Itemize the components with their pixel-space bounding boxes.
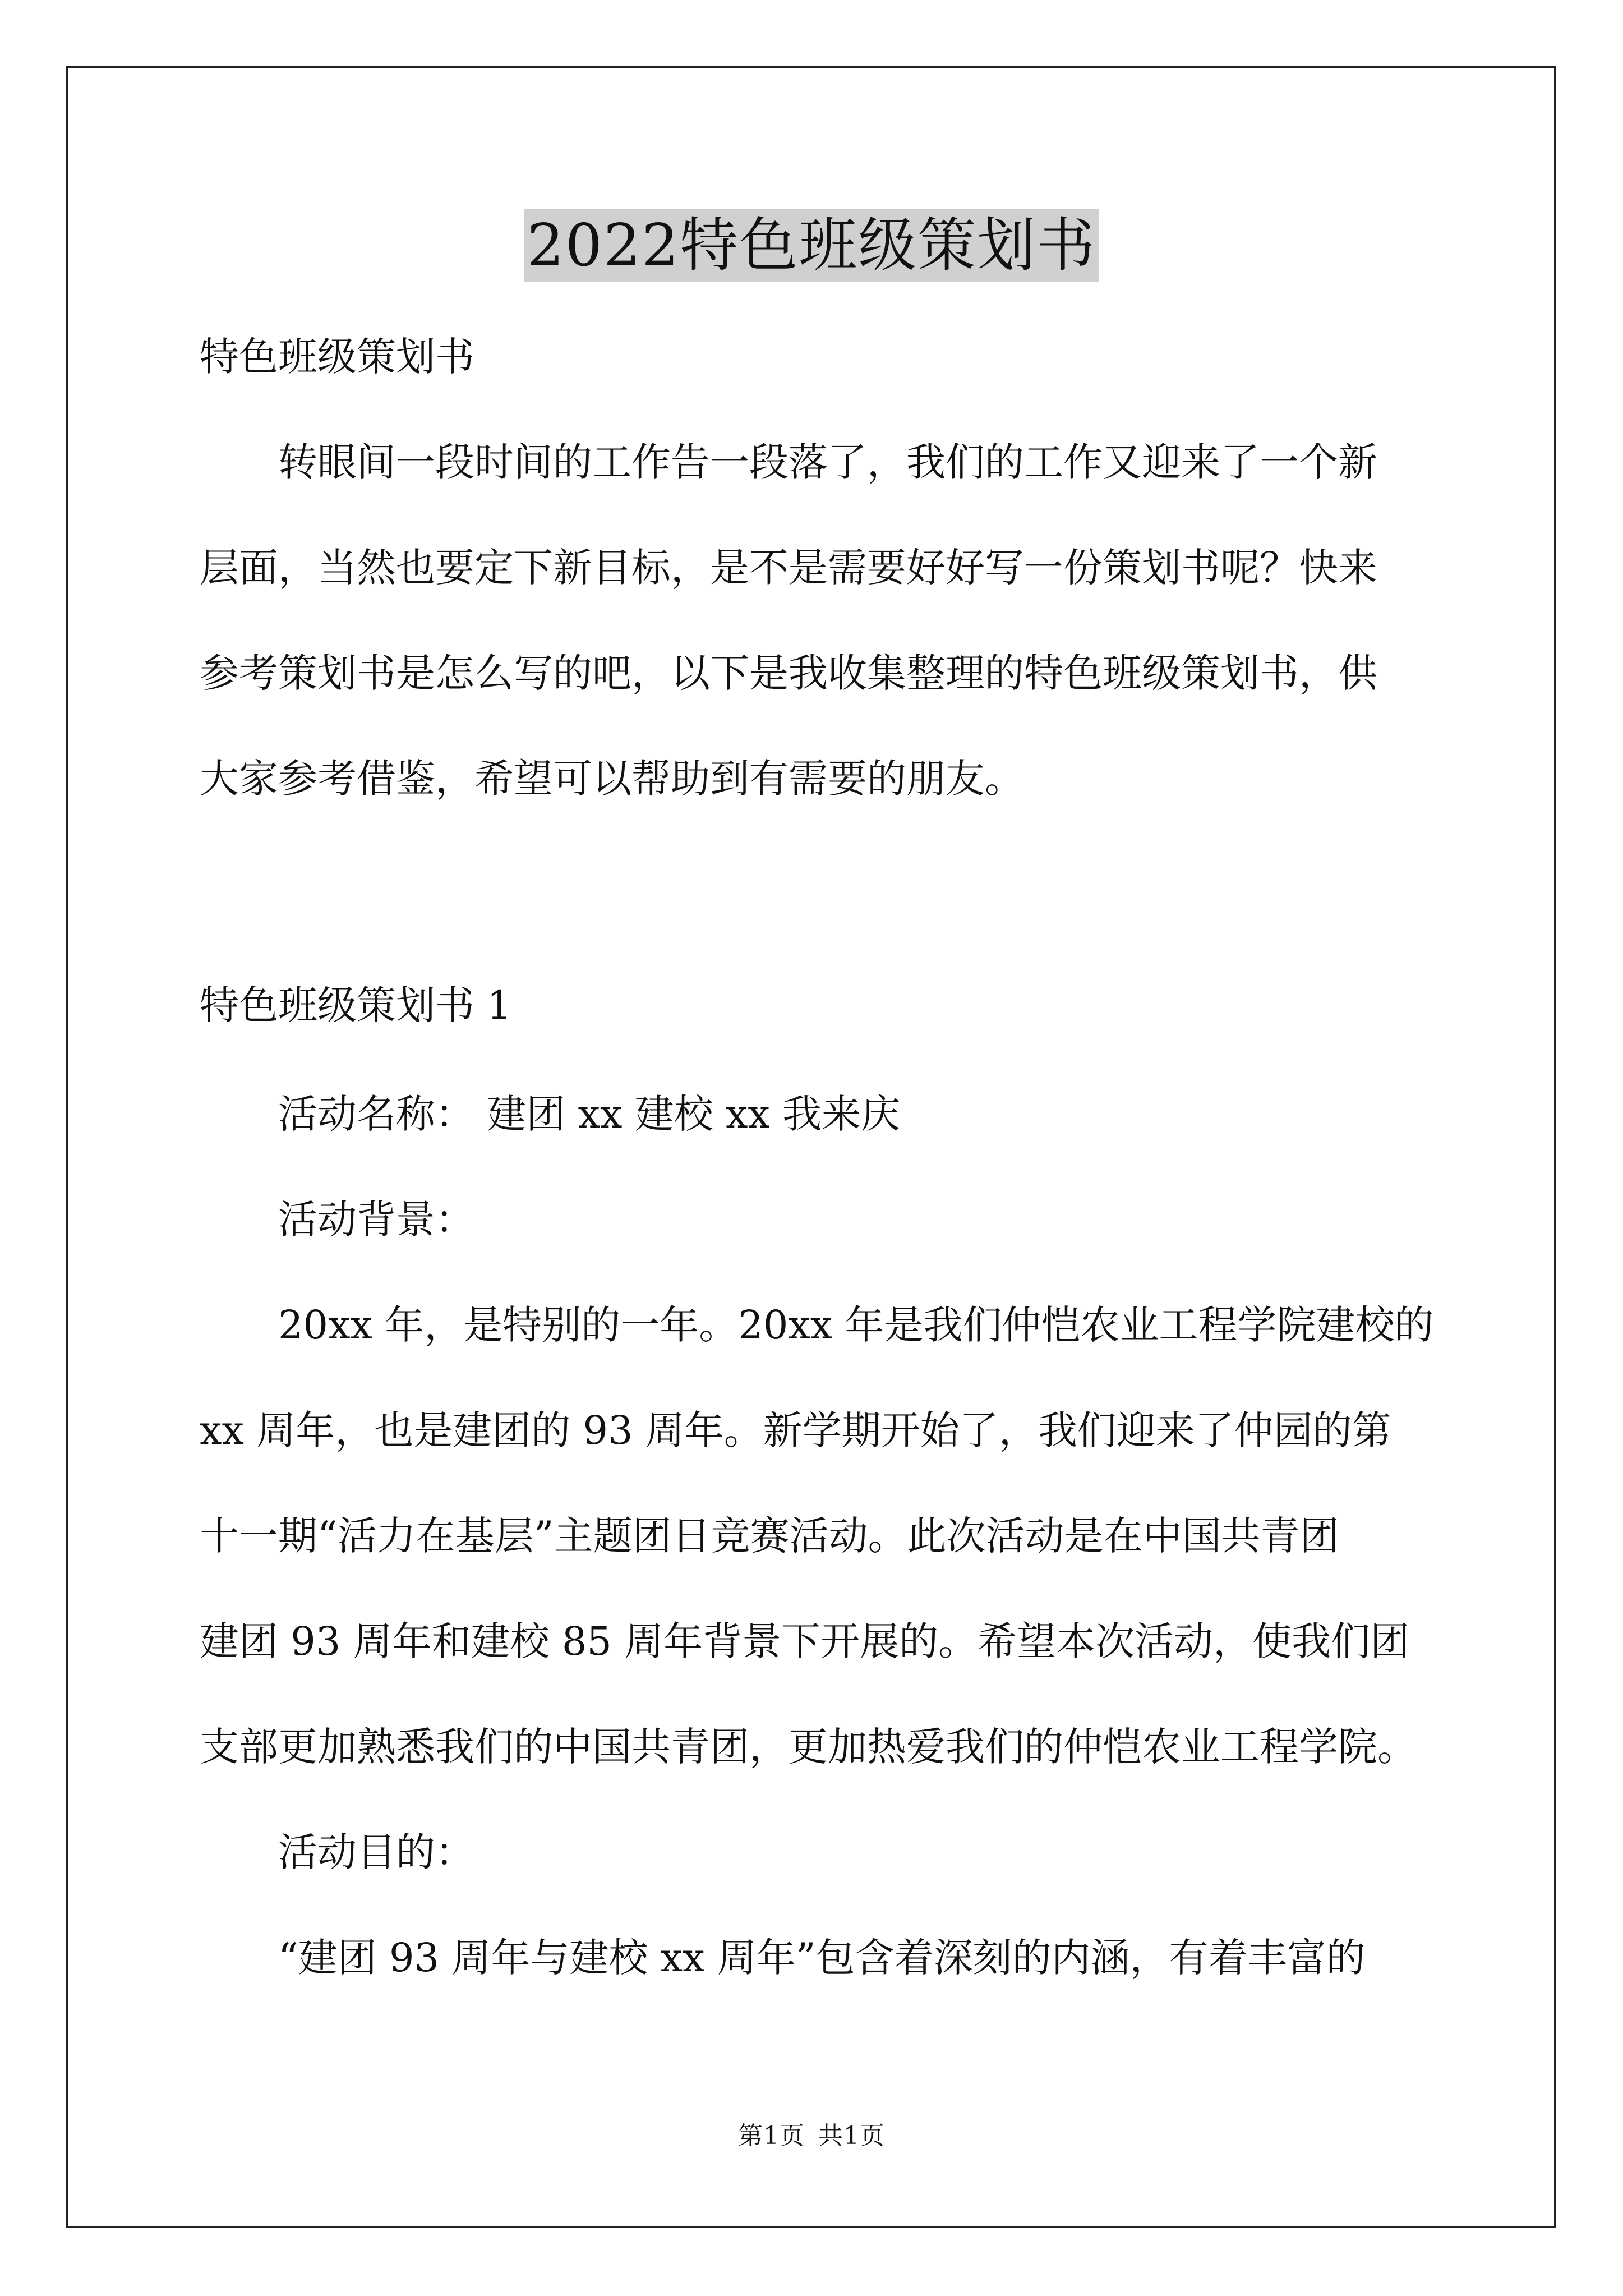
paragraph-line: 大家参考借鉴，希望可以帮助到有需要的朋友。: [200, 756, 1024, 802]
section-heading: 特色班级策划书 1: [200, 982, 512, 1028]
paragraph-line: 层面，当然也要定下新目标，是不是需要好好写一份策划书呢？快来: [200, 545, 1377, 591]
paragraph-line: 转眼间一段时间的工作告一段落了，我们的工作又迎来了一个新: [278, 439, 1377, 485]
title-wrap: [0, 209, 1623, 282]
paragraph-line: 支部更加熟悉我们的中国共青团，更加热爱我们的仲恺农业工程学院。: [200, 1724, 1417, 1770]
document-title: 2022特色班级策划书: [524, 209, 1100, 282]
paragraph-line: 活动背景：: [278, 1197, 474, 1243]
paragraph-line: xx 周年，也是建团的 93 周年。新学期开始了，我们迎来了仲园的第: [200, 1407, 1391, 1453]
page-border: [66, 66, 1556, 2228]
paragraph-line: 十一期“活力在基层”主题团日竞赛活动。此次活动是在中国共青团: [200, 1513, 1339, 1559]
paragraph-line: 活动目的：: [278, 1829, 474, 1875]
section-heading: 特色班级策划书: [200, 334, 474, 380]
paragraph-line: 建团 93 周年和建校 85 周年背景下开展的。希望本次活动，使我们团: [200, 1618, 1410, 1664]
page-footer: [0, 2120, 1623, 2152]
paragraph-line: 20xx 年，是特别的一年。20xx 年是我们仲恺农业工程学院建校的: [278, 1302, 1434, 1348]
paragraph-line: “建团 93 周年与建校 xx 周年”包含着深刻的内涵，有着丰富的: [278, 1935, 1366, 1981]
page-number-total: 共1页: [818, 2122, 885, 2150]
paragraph-line: 参考策划书是怎么写的吧，以下是我收集整理的特色班级策划书，供: [200, 650, 1377, 696]
paragraph-line: 活动名称： 建团 xx 建校 xx 我来庆: [278, 1091, 901, 1137]
page-number-current: 第1页: [738, 2122, 805, 2150]
